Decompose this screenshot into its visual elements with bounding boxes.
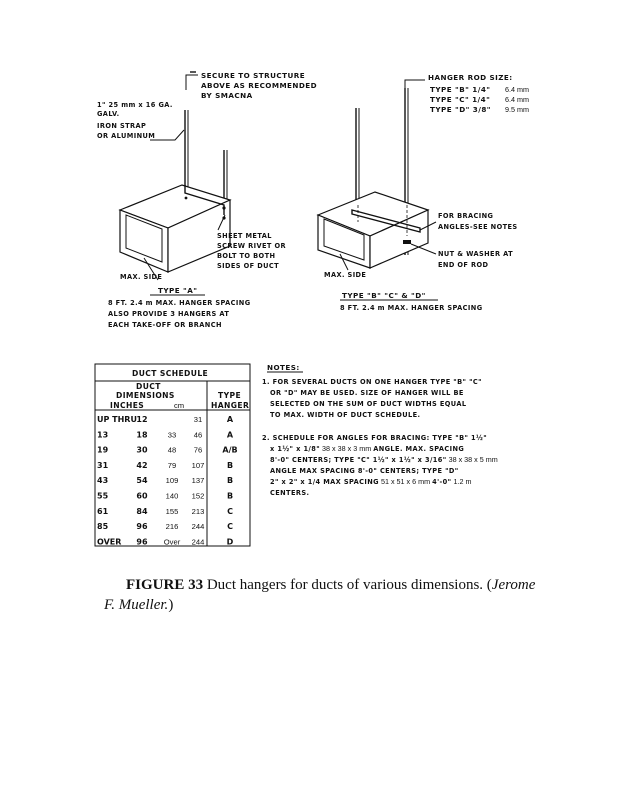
note-2-line: x 1½" x 1/8" 38 x 38 x 3 mm ANGLE. MAX. SPACING <box>270 444 465 453</box>
strap-note-line: 1" 25 mm x 16 GA. <box>97 101 173 109</box>
table-cell-in2: 84 <box>136 506 148 516</box>
table-cell-type: A <box>226 430 234 440</box>
note-2-line: 8'-0" CENTERS; TYPE "C" 1½" x 1½" x 3/16" 38 x 38 x 5 mm <box>270 455 498 464</box>
col-header-cm: cm <box>174 401 185 410</box>
secure-note-line: BY SMACNA <box>201 91 253 100</box>
figure-caption <box>104 575 549 615</box>
col-header-duct: DUCT <box>136 382 161 391</box>
table-cell-in1: UP THRU <box>97 415 137 424</box>
caption-credit: Jerome F. Mueller. <box>104 577 536 613</box>
duct-schedule-table <box>95 364 250 546</box>
nut-washer <box>403 240 411 244</box>
table-cell-cm2: 244 <box>191 537 205 547</box>
screw-note-line: SHEET METAL <box>217 232 272 240</box>
table-cell-cm1: 140 <box>165 491 179 501</box>
table-cell-type: C <box>227 506 233 516</box>
table-cell-in2: 60 <box>136 491 148 501</box>
nut-note-line: END OF ROD <box>438 261 489 269</box>
table-cell-cm2: 213 <box>191 506 205 516</box>
rod-size-label: TYPE "D" 3/8" <box>430 105 491 114</box>
nut-note-line: NUT & WASHER AT <box>438 250 514 258</box>
table-cell-type: C <box>227 522 233 532</box>
table-cell-cm1: 79 <box>167 460 177 470</box>
bracing-note-line: ANGLES-SEE NOTES <box>438 223 518 231</box>
table-cell-in1: 43 <box>97 476 109 486</box>
spacing-note-line: ALSO PROVIDE 3 HANGERS AT <box>108 310 230 318</box>
notes-title: NOTES: <box>267 363 300 372</box>
rod-size-metric: 9.5 mm <box>505 105 529 114</box>
note-2-line: ANGLE MAX SPACING 8'-0" CENTERS; TYPE "D" <box>270 467 459 475</box>
max-side-label: MAX. SIDE <box>120 273 163 281</box>
table-row <box>97 492 233 501</box>
table-cell-in2: 54 <box>136 476 148 486</box>
bracing-note <box>438 212 518 231</box>
note-2-line: 2. SCHEDULE FOR ANGLES FOR BRACING: TYPE "B" 1½" <box>262 434 488 442</box>
table-cell-cm2: 107 <box>191 460 205 470</box>
screw-note-line: SIDES OF DUCT <box>217 262 279 270</box>
notes-block <box>262 363 498 497</box>
leader-secure <box>186 75 198 90</box>
spacing-note-line: EACH TAKE-OFF OR BRANCH <box>108 321 222 329</box>
note-2-line: CENTERS. <box>270 489 310 497</box>
rod-size-metric: 6.4 mm <box>505 85 529 94</box>
schedule-title: DUCT SCHEDULE <box>132 369 209 378</box>
note-2-line: 2" x 2" x 1/4 MAX SPACING 51 x 51 x 6 mm 4'-0" 1.2 m <box>270 477 472 486</box>
table-cell-in1: OVER <box>97 537 122 547</box>
table-row <box>97 507 233 516</box>
table-cell-cm2: 137 <box>191 476 205 486</box>
rod-size-label: TYPE "B" 1/4" <box>430 85 491 94</box>
screw-note <box>217 232 286 270</box>
table-cell-in1: 13 <box>97 430 109 440</box>
figure-b-drawing <box>318 73 529 312</box>
table-cell-in2: 96 <box>136 522 148 532</box>
rod-size-metric: 6.4 mm <box>505 95 529 104</box>
note-2 <box>262 434 498 497</box>
table-cell-cm2: 152 <box>191 491 205 501</box>
figure-a-drawing <box>97 71 317 329</box>
table-cell-cm1: 155 <box>165 506 179 516</box>
table-cell-cm1: Over <box>163 537 181 547</box>
table-cell-in1: 85 <box>97 522 109 532</box>
table-row <box>97 461 233 470</box>
screw-dot <box>185 197 188 200</box>
bracing-note-line: FOR BRACING <box>438 212 494 220</box>
caption-close: ) <box>168 597 174 613</box>
table-row <box>97 430 234 439</box>
col-header-type: TYPE <box>218 391 242 400</box>
rod-size-list <box>430 85 529 114</box>
table-cell-type: B <box>226 476 234 486</box>
table-cell-in1: 55 <box>97 491 109 501</box>
table-cell-in1: 61 <box>97 506 109 516</box>
table-row <box>97 537 234 546</box>
table-cell-type: D <box>226 537 234 547</box>
schedule-rows <box>97 415 238 546</box>
max-side-label: MAX. SIDE <box>324 271 367 279</box>
table-cell-type: B <box>226 460 234 470</box>
nut-note <box>438 250 513 269</box>
col-header-hanger: HANGER <box>211 401 250 410</box>
table-row <box>97 522 233 531</box>
caption-text: Duct hangers for ducts of various dimensions. ( <box>203 577 492 593</box>
table-cell-in2: 96 <box>136 537 148 547</box>
screw-note-line: BOLT TO BOTH <box>217 252 276 260</box>
type-bcd-title: TYPE "B" "C" & "D" <box>342 291 426 300</box>
table-cell-cm2: 46 <box>193 430 203 440</box>
table-cell-type: B <box>226 491 234 501</box>
note-1-line: SELECTED ON THE SUM OF DUCT WIDTHS EQUAL <box>270 400 467 408</box>
table-cell-cm1: 216 <box>165 522 179 532</box>
rod-size-label: TYPE "C" 1/4" <box>430 95 491 104</box>
type-bcd-spacing-note: 8 FT. 2.4 m MAX. HANGER SPACING <box>340 304 483 312</box>
note-1 <box>262 378 482 419</box>
strap-note-line: IRON STRAP <box>97 122 147 130</box>
col-header-inches: INCHES <box>110 401 145 410</box>
type-a-spacing-note <box>108 299 251 329</box>
spacing-note-line: 8 FT. 2.4 m MAX. HANGER SPACING <box>108 299 251 307</box>
table-cell-cm1: 33 <box>167 430 177 440</box>
note-1-line: TO MAX. WIDTH OF DUCT SCHEDULE. <box>270 411 421 419</box>
table-cell-in1: 19 <box>97 445 109 455</box>
table-cell-in2: 18 <box>136 430 148 440</box>
strap-note <box>97 101 173 140</box>
col-header-dimensions: DIMENSIONS <box>116 391 175 400</box>
table-cell-cm2: 76 <box>193 445 203 455</box>
screw-note-line: SCREW RIVET OR <box>217 242 286 250</box>
table-row <box>97 476 233 485</box>
table-cell-cm1: 48 <box>167 445 177 455</box>
rod-size-title: HANGER ROD SIZE: <box>428 73 513 82</box>
caption-label: FIGURE 33 <box>126 577 204 593</box>
secure-note-line: SECURE TO STRUCTURE <box>201 71 306 80</box>
type-a-title: TYPE "A" <box>158 286 198 295</box>
table-cell-in2: 42 <box>136 460 148 470</box>
secure-note <box>201 71 317 100</box>
table-row <box>97 415 234 424</box>
table-cell-cm1: 109 <box>165 476 179 486</box>
table-row <box>97 446 238 455</box>
table-cell-type: A <box>226 415 234 424</box>
table-cell-in1: 31 <box>97 460 109 470</box>
table-cell-in2: 30 <box>136 445 148 455</box>
table-cell-type: A/B <box>222 445 238 455</box>
strap-note-line: GALV. <box>97 110 120 118</box>
table-cell-in2: 12 <box>136 415 148 424</box>
screw-dot <box>222 206 225 209</box>
secure-note-line: ABOVE AS RECOMMENDED <box>201 81 318 90</box>
table-cell-cm2: 244 <box>191 522 205 532</box>
note-1-line: 1. FOR SEVERAL DUCTS ON ONE HANGER TYPE "B" "C" <box>262 378 482 386</box>
strap-note-line: OR ALUMINUM <box>97 132 156 140</box>
table-cell-cm2: 31 <box>193 415 203 424</box>
note-1-line: OR "D" MAY BE USED. SIZE OF HANGER WILL BE <box>270 389 464 397</box>
